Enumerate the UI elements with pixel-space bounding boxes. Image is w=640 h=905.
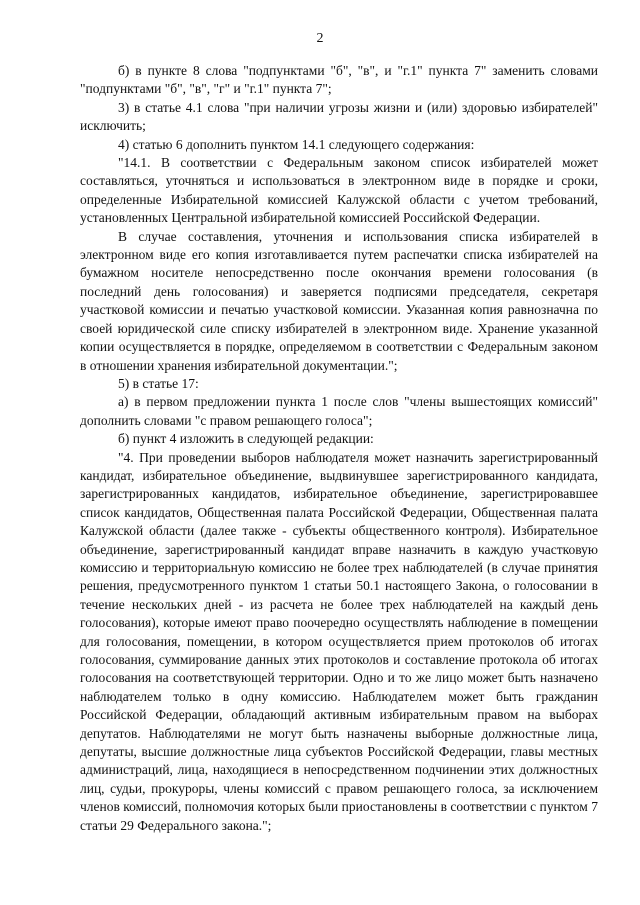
paragraph-observers: "4. При проведении выборов наблюдателя может назначить зарегистрированный кандидат, избирательное объединение, выдвинувшее зарегистрированного кандидата, зарегистрированных кандидатов, избирательное объединение, зарегистрировавшее список кандидатов, Общественная палата Российской Федерации, Общественная палата Калужской области (далее также - субъекты общественного контроля). Избирательное объединение, зарегистрированный кандидат вправе назначить в каждую участковую комиссию и территориальную комиссию не более трех наблюдателей (в случае принятия решения, предусмотренного пунктом 1 статьи 50.1 настоящего Закона, о голосовании в течение нескольких дней - из расчета не более трех наблюдателей на каждый день голосования), которые имеют право поочередно осуществлять наблюдение в помещении для голосования, помещении, в котором осуществляется прием протоколов об итогах голосования, суммирование данных этих протоколов и составление протокола об итогах голосования на соответствующей территории. Одно и то же лицо может быть назначено наблюдателем только в одну комиссию. Наблюдателем может быть гражданин Российской Федерации, обладающий активным избирательным правом на выборах депутатов. Наблюдателями не могут быть назначены выборные должностные лица, депутаты, высшие должностные лица субъектов Российской Федерации, главы местных администраций, лица, находящиеся в непосредственном подчинении этих должностных лиц, судьи, прокуроры, члены комиссий с правом решающего голоса, за исключением членов комиссий, полномочия которых были приостановлены в соответствии с пунктом 7 статьи 29 Федерального закона."; xyxy=(80,449,598,833)
paragraph-item-5-b: б) пункт 4 изложить в следующей редакции: xyxy=(118,431,374,447)
paragraph-14-1: "14.1. В соответствии с Федеральным законом список избирателей может составляться, уточняться и использоваться в электронном виде в порядке и сроки, определенные Избирательной комиссией Калужской области с учетом требований, установленных Центральной избирательной комиссией Российской Федерации. xyxy=(80,155,598,226)
paragraph-item-4: 4) статью 6 дополнить пунктом 14.1 следующего содержания: xyxy=(118,136,475,152)
paragraph-item-5-a: а) в первом предложении пункта 1 после слов "члены вышестоящих комиссий" дополнить словами "с правом решающего голоса"; xyxy=(80,394,598,428)
paragraph-item-3: 3) в статье 4.1 слова "при наличии угрозы жизни и (или) здоровью избирателей" исключить; xyxy=(80,99,598,134)
paragraph-item-5: 5) в статье 17: xyxy=(118,375,199,391)
page-number: 2 xyxy=(316,31,324,46)
paragraph-electronic-list: В случае составления, уточнения и использования списка избирателей в электронном виде его копия изготавливается путем распечатки списка избирателей на бумажном носителе непосредственно после окончания времени голосования (в последний день голосования) и заверяется подписями председателя, секретаря участковой комиссии и печатью участковой комиссии. Указанная копия равнозначна по своей юридической силе списку избирателей в электронном виде. Хранение указанной копии осуществляется в порядке, определяемом в соответствии с Федеральным законом в отношении хранения избирательной документации."; xyxy=(80,228,598,373)
document-body xyxy=(80,62,598,835)
paragraph-item-8-b: б) в пункте 8 слова "подпунктами "б", "в", и "г.1" пункта 7" заменить словами "подпунктами "б", "в", "г" и "г.1" пункта 7"; xyxy=(80,63,598,97)
